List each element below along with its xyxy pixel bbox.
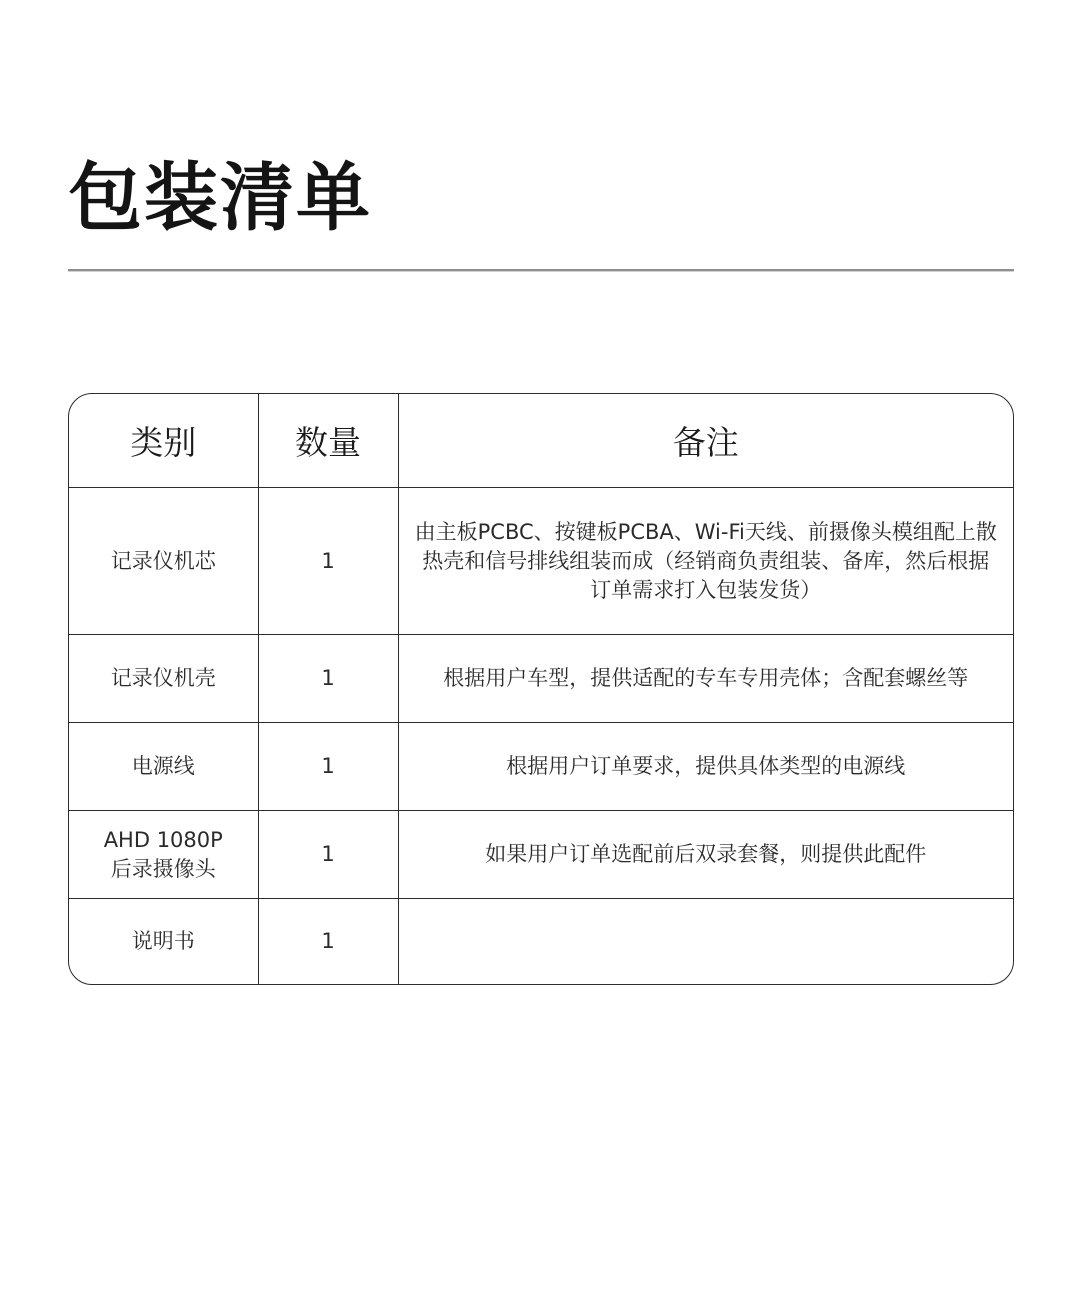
table-row (69, 635, 1013, 723)
quantity-cell: 1 (258, 723, 398, 811)
category-label: 记录仪机芯 (110, 548, 216, 573)
table-row (69, 899, 1013, 985)
category-cell (69, 723, 258, 811)
table-row (69, 811, 1013, 899)
table-row (69, 723, 1013, 811)
category-label: 说明书 (131, 929, 195, 954)
quantity-cell: 1 (258, 899, 398, 985)
quantity-cell: 1 (258, 488, 398, 635)
remarks-cell: 由主板PCBC、按键板PCBA、Wi-Fi天线、前摄像头模组配上散热壳和信号排线组装而成（经销商负责组装、备库，然后根据订单需求打入包装发货） (398, 488, 1013, 635)
remarks-cell (398, 899, 1013, 985)
packing-list-table (68, 393, 1014, 985)
quantity-cell: 1 (258, 811, 398, 899)
category-cell (69, 899, 258, 985)
header-category: 类别 (69, 394, 258, 488)
category-cell (69, 811, 258, 899)
remarks-cell: 根据用户订单要求，提供具体类型的电源线 (398, 723, 1013, 811)
title-divider (68, 269, 1014, 272)
header-remarks: 备注 (398, 394, 1013, 488)
category-label: 记录仪机壳 (110, 666, 216, 690)
category-cell (69, 488, 258, 635)
category-label: 电源线 (131, 754, 195, 778)
category-label-line-1: AHD 1080P (103, 827, 223, 852)
remarks-cell: 如果用户订单选配前后双录套餐，则提供此配件 (398, 811, 1013, 899)
quantity-cell: 1 (258, 635, 398, 723)
header-quantity: 数量 (258, 394, 398, 488)
packing-table (69, 394, 1013, 985)
remarks-cell: 根据用户车型，提供适配的专车专用壳体；含配套螺丝等 (398, 635, 1013, 723)
table-row (69, 488, 1013, 635)
category-cell (69, 635, 258, 723)
page-title: 包装清单 (68, 155, 372, 241)
category-label-line-2: 后录摄像头 (110, 856, 216, 881)
table-header-row (69, 394, 1013, 488)
